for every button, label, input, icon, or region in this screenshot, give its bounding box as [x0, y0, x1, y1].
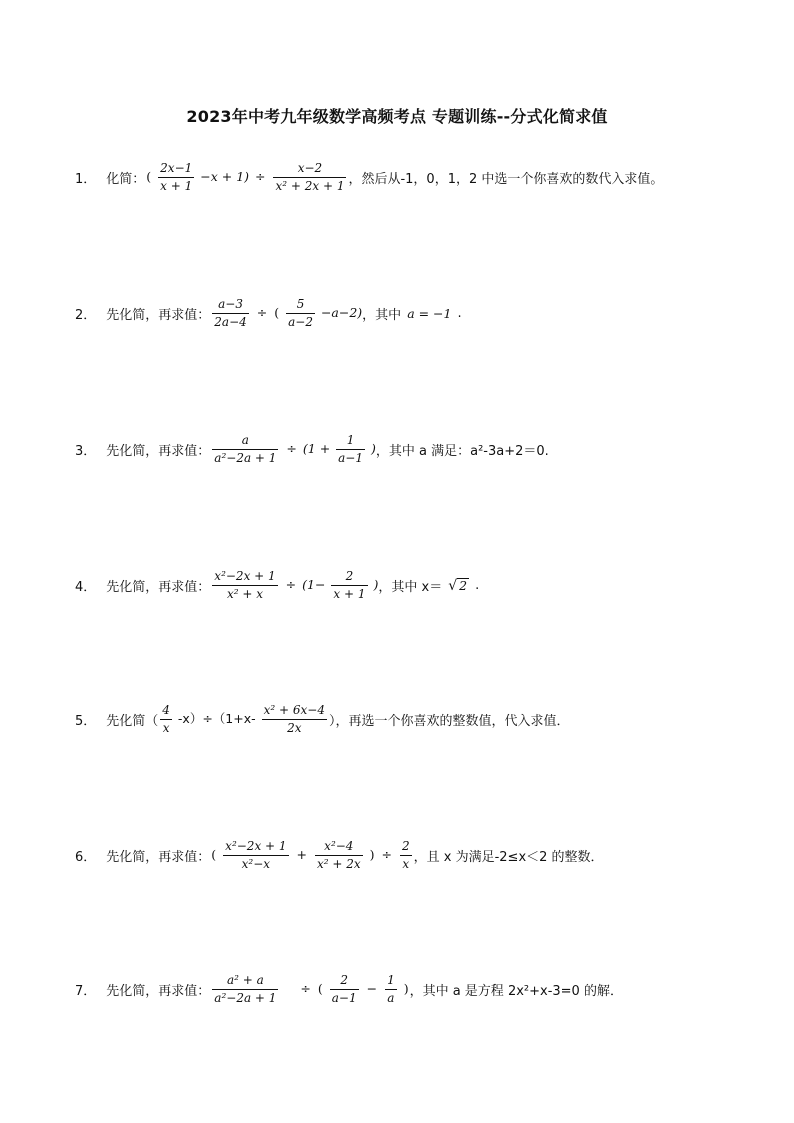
- condition: a = −1: [407, 306, 452, 321]
- problem-tail: ，然后从-1，0，1，2 中选一个你喜欢的数代入求值。: [348, 172, 664, 187]
- term: −a−2): [320, 305, 363, 320]
- problem-lead: 先化简，再求值：: [106, 984, 211, 999]
- numerator: 2: [340, 973, 348, 987]
- fraction: [158, 160, 194, 195]
- denominator: 2x: [287, 721, 302, 735]
- problem-lead: 先化简，再求值：: [106, 850, 211, 865]
- radical-sign-icon: √: [448, 577, 458, 594]
- divide-sign: ÷: [381, 847, 392, 862]
- period: .: [475, 578, 480, 593]
- problem-number: 5．: [75, 714, 97, 729]
- problem-3: [75, 432, 549, 467]
- fraction: [212, 972, 278, 1007]
- numerator: a² + a: [226, 973, 264, 987]
- problem-lead: 先化简，再求值：: [106, 308, 211, 323]
- fraction: [262, 702, 327, 737]
- paren-close: ): [373, 577, 379, 592]
- denominator: x: [402, 857, 410, 871]
- problem-2: [75, 296, 462, 331]
- radicand: 2: [459, 578, 468, 593]
- period: .: [457, 306, 462, 321]
- minus-sign: −: [366, 981, 378, 996]
- denominator: 2a−4: [214, 315, 247, 329]
- numerator: 5: [296, 297, 305, 311]
- fraction: [400, 838, 412, 873]
- problem-7: [75, 972, 623, 1007]
- numerator: 2x−1: [160, 161, 193, 175]
- problem-tail: ，其中 a 满足：a²-3a+2＝0.: [375, 444, 549, 459]
- problem-lead: 先化简，再求值：: [106, 444, 211, 459]
- problem-number: 2．: [75, 308, 97, 323]
- denominator: x²−x: [241, 857, 271, 871]
- fraction: [330, 972, 359, 1007]
- denominator: x² + x: [226, 587, 263, 601]
- expression: [210, 568, 378, 603]
- numerator: a: [241, 433, 249, 447]
- denominator: a²−2a + 1: [214, 991, 277, 1005]
- fraction: [212, 296, 248, 331]
- expression: [210, 838, 413, 873]
- fraction: [331, 568, 367, 603]
- denominator: x + 1: [160, 179, 193, 193]
- problem-number: 1．: [75, 172, 97, 187]
- paren-close: ): [369, 847, 375, 862]
- problem-lead: 化简：: [106, 172, 146, 187]
- expression: [145, 160, 348, 195]
- fraction: [315, 838, 363, 873]
- numerator: 2: [345, 569, 354, 583]
- fraction: [212, 432, 278, 467]
- expression: [210, 296, 362, 331]
- divide-sign: ÷: [300, 981, 311, 996]
- problem-tail: ，其中 x＝: [378, 580, 443, 595]
- problem-5: [75, 702, 570, 737]
- expression: [210, 432, 376, 467]
- numerator: x²−4: [324, 839, 354, 853]
- denominator: a: [387, 991, 395, 1005]
- divide-sign: ÷: [286, 441, 297, 456]
- numerator: x²−2x + 1: [225, 839, 287, 853]
- problem-tail: ），再选一个你喜欢的整数值，代入求值．: [328, 714, 570, 729]
- fraction: [336, 432, 365, 467]
- denominator: x: [162, 721, 170, 735]
- numerator: 4: [162, 703, 170, 717]
- denominator: x² + 2x + 1: [275, 179, 345, 193]
- numerator: x−2: [297, 161, 323, 175]
- paren-open: (: [274, 305, 280, 320]
- term: −x + 1): [200, 169, 250, 184]
- numerator: x² + 6x−4: [263, 703, 325, 717]
- denominator: a−1: [331, 991, 357, 1005]
- numerator: a−3: [218, 297, 243, 311]
- expression: [210, 972, 409, 1007]
- fraction: [385, 972, 397, 1007]
- denominator: a−1: [338, 451, 363, 465]
- problem-tail: ，其中 a 是方程 2x²+x-3=0 的解．: [409, 984, 623, 999]
- divide-sign: ÷: [256, 305, 268, 320]
- problem-number: 3．: [75, 444, 97, 459]
- problem-1: [75, 160, 663, 195]
- page-title: 2023年中考九年级数学高频考点 专题训练--分式化简求值: [186, 107, 608, 126]
- denominator: x² + 2x: [316, 857, 361, 871]
- denominator: x + 1: [333, 587, 366, 601]
- problem-number: 6．: [75, 850, 97, 865]
- term: (1−: [302, 577, 326, 592]
- term: (1 +: [302, 441, 331, 456]
- problem-lead: 先化简，再求值：: [106, 580, 211, 595]
- paren-open: (: [317, 981, 323, 996]
- denominator: a−2: [288, 315, 313, 329]
- paren-close: ): [403, 981, 409, 996]
- fraction: [212, 568, 277, 603]
- problem-4: [75, 568, 479, 603]
- fraction: [286, 296, 315, 331]
- paren-open: (: [146, 169, 152, 184]
- fraction: [223, 838, 288, 873]
- term: -x）÷（1+x-: [177, 711, 256, 726]
- numerator: 1: [346, 433, 355, 447]
- denominator: a²−2a + 1: [214, 451, 277, 465]
- square-root: [448, 578, 469, 594]
- expression: [158, 702, 329, 737]
- problem-6: [75, 838, 604, 873]
- problem-number: 4．: [75, 580, 97, 595]
- fraction: [273, 160, 346, 195]
- paren-close: ): [370, 441, 376, 456]
- paren-open: (: [211, 847, 217, 862]
- divide-sign: ÷: [255, 169, 266, 184]
- problem-tail: ，且 x 为满足-2≤x＜2 的整数．: [413, 850, 604, 865]
- fraction: [160, 702, 172, 737]
- numerator: 1: [387, 973, 395, 987]
- numerator: 2: [401, 839, 410, 853]
- numerator: x²−2x + 1: [214, 569, 276, 583]
- plus-sign: +: [296, 847, 307, 862]
- problem-lead: 先化简（: [106, 714, 159, 729]
- divide-sign: ÷: [285, 577, 297, 592]
- problem-number: 7．: [75, 984, 97, 999]
- problem-tail: ，其中: [362, 308, 402, 323]
